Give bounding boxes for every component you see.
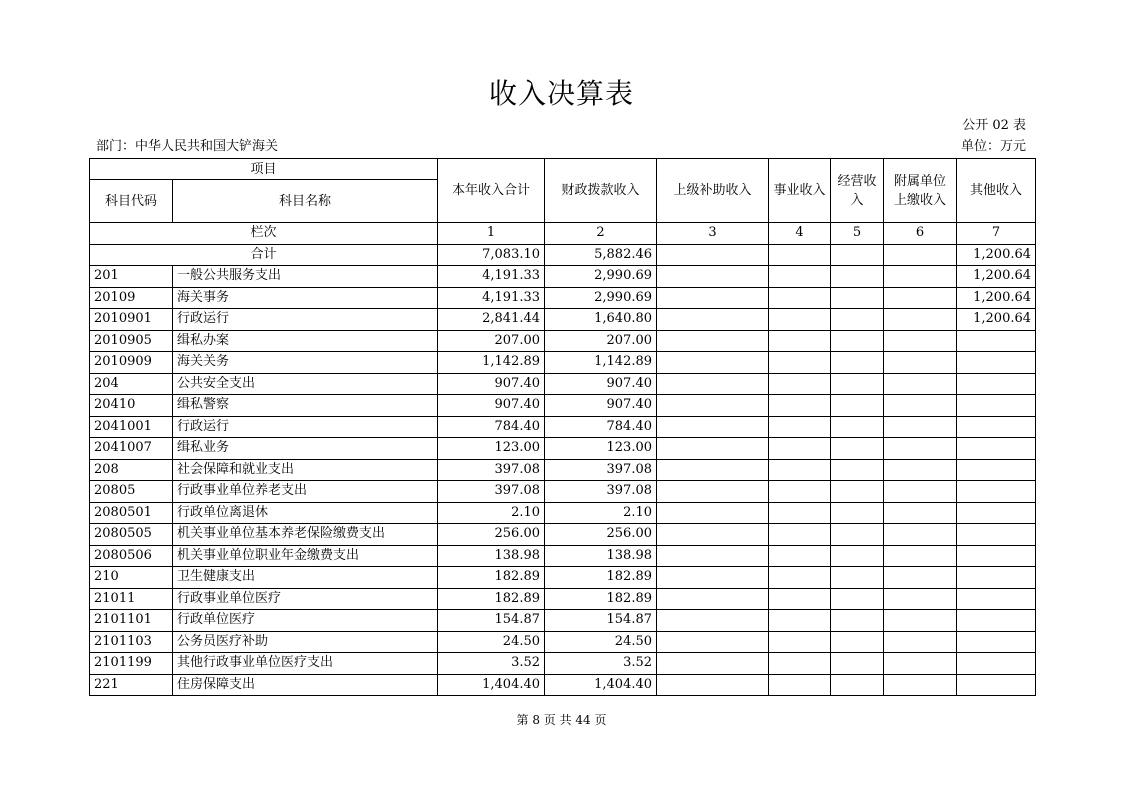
total-income-cell: 2.10: [438, 502, 545, 524]
other-income-cell: [957, 481, 1036, 503]
operating-income-cell: [831, 309, 884, 331]
total-income-cell: 154.87: [438, 610, 545, 632]
table-row: [90, 416, 1036, 438]
other-income-cell: [957, 395, 1036, 417]
column-index-2: 2: [545, 223, 657, 245]
subject-name-cell: 社会保障和就业支出: [173, 459, 438, 481]
fiscal-income-cell: 1,404.40: [545, 674, 657, 696]
operating-income-cell: [831, 524, 884, 546]
business-income-cell: [769, 459, 831, 481]
operating-income-cell: [831, 352, 884, 374]
header-total-income: 本年收入合计: [438, 159, 545, 223]
subject-code-cell: 2080506: [90, 545, 173, 567]
total-income-cell: 1,142.89: [438, 352, 545, 374]
business-income-cell: [769, 352, 831, 374]
affiliated-income-cell: [884, 373, 957, 395]
fiscal-income-cell: 1,142.89: [545, 352, 657, 374]
fiscal-income-cell: 397.08: [545, 459, 657, 481]
subject-code-cell: 20109: [90, 287, 173, 309]
upper-subsidy-cell: [657, 674, 769, 696]
total-income-cell: 784.40: [438, 416, 545, 438]
total-income-cell: 3.52: [438, 653, 545, 675]
table-row: [90, 653, 1036, 675]
subject-code-cell: 210: [90, 567, 173, 589]
fiscal-income-cell: 182.89: [545, 588, 657, 610]
subject-code-cell: 221: [90, 674, 173, 696]
header-fiscal-income: 财政拨款收入: [545, 159, 657, 223]
column-index-5: 5: [831, 223, 884, 245]
business-income-cell: [769, 674, 831, 696]
subject-code-cell: 2101101: [90, 610, 173, 632]
business-income-cell: [769, 610, 831, 632]
table-row: [90, 502, 1036, 524]
upper-subsidy-cell: [657, 588, 769, 610]
total-fiscal-cell: 5,882.46: [545, 244, 657, 266]
operating-income-cell: [831, 287, 884, 309]
operating-income-cell: [831, 416, 884, 438]
other-income-cell: [957, 610, 1036, 632]
table-row: [90, 674, 1036, 696]
business-income-cell: [769, 653, 831, 675]
subject-code-cell: 20410: [90, 395, 173, 417]
affiliated-income-cell: [884, 502, 957, 524]
upper-subsidy-cell: [657, 438, 769, 460]
subject-name-cell: 住房保障支出: [173, 674, 438, 696]
subject-code-cell: 204: [90, 373, 173, 395]
affiliated-income-cell: [884, 309, 957, 331]
total-income-cell: 256.00: [438, 524, 545, 546]
total-income-cell: 138.98: [438, 545, 545, 567]
upper-subsidy-cell: [657, 416, 769, 438]
business-income-cell: [769, 438, 831, 460]
subject-name-cell: 其他行政事业单位医疗支出: [173, 653, 438, 675]
business-income-cell: [769, 287, 831, 309]
subject-name-cell: 卫生健康支出: [173, 567, 438, 589]
other-income-cell: [957, 545, 1036, 567]
header-operating-income: 经营收入: [831, 159, 884, 223]
subject-name-cell: 一般公共服务支出: [173, 266, 438, 288]
other-income-cell: [957, 352, 1036, 374]
subject-name-cell: 缉私警察: [173, 395, 438, 417]
upper-subsidy-cell: [657, 352, 769, 374]
table-row: [90, 287, 1036, 309]
total-income-cell: 24.50: [438, 631, 545, 653]
upper-subsidy-cell: [657, 459, 769, 481]
fiscal-income-cell: 1,640.80: [545, 309, 657, 331]
total-income-cell: 2,841.44: [438, 309, 545, 331]
table-row: [90, 459, 1036, 481]
operating-income-cell: [831, 653, 884, 675]
table-row: [90, 588, 1036, 610]
total-income-cell: 907.40: [438, 373, 545, 395]
affiliated-income-cell: [884, 416, 957, 438]
upper-subsidy-cell: [657, 502, 769, 524]
operating-income-cell: [831, 481, 884, 503]
affiliated-income-cell: [884, 653, 957, 675]
operating-income-cell: [831, 373, 884, 395]
other-income-cell: [957, 674, 1036, 696]
business-income-cell: [769, 588, 831, 610]
other-income-cell: 1,200.64: [957, 287, 1036, 309]
fiscal-income-cell: 123.00: [545, 438, 657, 460]
table-row: [90, 567, 1036, 589]
other-income-cell: [957, 588, 1036, 610]
business-income-cell: [769, 481, 831, 503]
fiscal-income-cell: 397.08: [545, 481, 657, 503]
income-final-accounts-table: [89, 158, 1036, 696]
subject-code-cell: 20805: [90, 481, 173, 503]
fiscal-income-cell: 3.52: [545, 653, 657, 675]
other-income-cell: [957, 653, 1036, 675]
subject-code-cell: 208: [90, 459, 173, 481]
subject-name-cell: 行政运行: [173, 416, 438, 438]
fiscal-income-cell: 154.87: [545, 610, 657, 632]
table-row: [90, 395, 1036, 417]
affiliated-income-cell: [884, 287, 957, 309]
other-income-cell: 1,200.64: [957, 309, 1036, 331]
business-income-cell: [769, 266, 831, 288]
fiscal-income-cell: 24.50: [545, 631, 657, 653]
affiliated-income-cell: [884, 438, 957, 460]
affiliated-income-cell: [884, 266, 957, 288]
table-row: [90, 352, 1036, 374]
table-row: [90, 610, 1036, 632]
other-income-cell: [957, 438, 1036, 460]
operating-income-cell: [831, 395, 884, 417]
operating-income-cell: [831, 631, 884, 653]
operating-income-cell: [831, 266, 884, 288]
total-income-cell: 4,191.33: [438, 266, 545, 288]
fiscal-income-cell: 138.98: [545, 545, 657, 567]
business-income-cell: [769, 373, 831, 395]
column-index-row: [90, 223, 1036, 245]
other-income-cell: 1,200.64: [957, 266, 1036, 288]
total-operating-cell: [831, 244, 884, 266]
business-income-cell: [769, 631, 831, 653]
column-index-7: 7: [957, 223, 1036, 245]
other-income-cell: [957, 330, 1036, 352]
subject-code-cell: 2010909: [90, 352, 173, 374]
header-business-income: 事业收入: [769, 159, 831, 223]
unit-label: 单位：万元: [960, 139, 1026, 154]
header-other-income: 其他收入: [957, 159, 1036, 223]
table-row: [90, 330, 1036, 352]
total-income-cell: 1,404.40: [438, 674, 545, 696]
operating-income-cell: [831, 610, 884, 632]
fiscal-income-cell: 2,990.69: [545, 287, 657, 309]
business-income-cell: [769, 309, 831, 331]
operating-income-cell: [831, 567, 884, 589]
upper-subsidy-cell: [657, 287, 769, 309]
total-row: [90, 244, 1036, 266]
subject-code-cell: 21011: [90, 588, 173, 610]
report-title: 收入决算表: [488, 77, 634, 110]
subject-code-cell: 2010905: [90, 330, 173, 352]
upper-subsidy-cell: [657, 545, 769, 567]
subject-name-cell: 行政事业单位医疗: [173, 588, 438, 610]
header-project: 项目: [90, 159, 438, 180]
total-income-cell: 397.08: [438, 459, 545, 481]
upper-subsidy-cell: [657, 330, 769, 352]
table-row: [90, 545, 1036, 567]
affiliated-income-cell: [884, 395, 957, 417]
fiscal-income-cell: 907.40: [545, 373, 657, 395]
upper-subsidy-cell: [657, 567, 769, 589]
total-income-cell: 907.40: [438, 395, 545, 417]
header-subject-name: 科目名称: [173, 180, 438, 223]
column-index-1: 1: [438, 223, 545, 245]
total-upper-cell: [657, 244, 769, 266]
total-business-cell: [769, 244, 831, 266]
table-row: [90, 481, 1036, 503]
operating-income-cell: [831, 545, 884, 567]
affiliated-income-cell: [884, 545, 957, 567]
table-row: [90, 438, 1036, 460]
business-income-cell: [769, 502, 831, 524]
subject-name-cell: 缉私业务: [173, 438, 438, 460]
total-income-cell: 4,191.33: [438, 287, 545, 309]
subject-name-cell: 公务员医疗补助: [173, 631, 438, 653]
affiliated-income-cell: [884, 524, 957, 546]
operating-income-cell: [831, 459, 884, 481]
subject-code-cell: 2041007: [90, 438, 173, 460]
business-income-cell: [769, 395, 831, 417]
subject-name-cell: 公共安全支出: [173, 373, 438, 395]
upper-subsidy-cell: [657, 524, 769, 546]
fiscal-income-cell: 2.10: [545, 502, 657, 524]
upper-subsidy-cell: [657, 266, 769, 288]
business-income-cell: [769, 545, 831, 567]
subject-name-cell: 行政运行: [173, 309, 438, 331]
affiliated-income-cell: [884, 481, 957, 503]
fiscal-income-cell: 207.00: [545, 330, 657, 352]
affiliated-income-cell: [884, 459, 957, 481]
total-other-cell: 1,200.64: [957, 244, 1036, 266]
header-subject-code: 科目代码: [90, 180, 173, 223]
total-income-cell: 123.00: [438, 438, 545, 460]
header-row-1: [90, 159, 1036, 180]
page-footer: 第 8 页 共 44 页: [516, 713, 607, 727]
total-affiliated-cell: [884, 244, 957, 266]
subject-name-cell: 机关事业单位职业年金缴费支出: [173, 545, 438, 567]
upper-subsidy-cell: [657, 373, 769, 395]
total-income-cell: 182.89: [438, 588, 545, 610]
affiliated-income-cell: [884, 352, 957, 374]
subject-name-cell: 海关事务: [173, 287, 438, 309]
header-affiliated-income: 附属单位上缴收入: [884, 159, 957, 223]
operating-income-cell: [831, 330, 884, 352]
other-income-cell: [957, 459, 1036, 481]
header-upper-subsidy: 上级补助收入: [657, 159, 769, 223]
fiscal-income-cell: 907.40: [545, 395, 657, 417]
table-row: [90, 266, 1036, 288]
total-income-cell: 207.00: [438, 330, 545, 352]
affiliated-income-cell: [884, 567, 957, 589]
operating-income-cell: [831, 438, 884, 460]
subject-name-cell: 行政事业单位养老支出: [173, 481, 438, 503]
column-index-label: 栏次: [90, 223, 438, 245]
column-index-3: 3: [657, 223, 769, 245]
fiscal-income-cell: 784.40: [545, 416, 657, 438]
fiscal-income-cell: 2,990.69: [545, 266, 657, 288]
upper-subsidy-cell: [657, 610, 769, 632]
subject-code-cell: 2101199: [90, 653, 173, 675]
subject-name-cell: 机关事业单位基本养老保险缴费支出: [173, 524, 438, 546]
other-income-cell: [957, 373, 1036, 395]
subject-code-cell: 201: [90, 266, 173, 288]
subject-code-cell: 2010901: [90, 309, 173, 331]
upper-subsidy-cell: [657, 309, 769, 331]
upper-subsidy-cell: [657, 631, 769, 653]
total-income-cell: 397.08: [438, 481, 545, 503]
business-income-cell: [769, 330, 831, 352]
operating-income-cell: [831, 502, 884, 524]
operating-income-cell: [831, 588, 884, 610]
column-index-6: 6: [884, 223, 957, 245]
column-index-4: 4: [769, 223, 831, 245]
affiliated-income-cell: [884, 631, 957, 653]
total-income-cell: 182.89: [438, 567, 545, 589]
upper-subsidy-cell: [657, 653, 769, 675]
subject-code-cell: 2080501: [90, 502, 173, 524]
other-income-cell: [957, 502, 1036, 524]
other-income-cell: [957, 631, 1036, 653]
affiliated-income-cell: [884, 674, 957, 696]
business-income-cell: [769, 567, 831, 589]
table-row: [90, 373, 1036, 395]
affiliated-income-cell: [884, 588, 957, 610]
table-row: [90, 631, 1036, 653]
total-income-cell: 7,083.10: [438, 244, 545, 266]
business-income-cell: [769, 416, 831, 438]
subject-code-cell: 2101103: [90, 631, 173, 653]
other-income-cell: [957, 524, 1036, 546]
table-row: [90, 309, 1036, 331]
total-label: 合计: [90, 244, 438, 266]
business-income-cell: [769, 524, 831, 546]
fiscal-income-cell: 182.89: [545, 567, 657, 589]
subject-code-cell: 2080505: [90, 524, 173, 546]
form-number: 公开 02 表: [962, 118, 1026, 133]
affiliated-income-cell: [884, 330, 957, 352]
operating-income-cell: [831, 674, 884, 696]
subject-code-cell: 2041001: [90, 416, 173, 438]
subject-name-cell: 行政单位离退休: [173, 502, 438, 524]
department-label: 部门：中华人民共和国大铲海关: [96, 139, 279, 154]
subject-name-cell: 缉私办案: [173, 330, 438, 352]
affiliated-income-cell: [884, 610, 957, 632]
other-income-cell: [957, 567, 1036, 589]
other-income-cell: [957, 416, 1036, 438]
subject-name-cell: 海关关务: [173, 352, 438, 374]
subject-name-cell: 行政单位医疗: [173, 610, 438, 632]
table-row: [90, 524, 1036, 546]
upper-subsidy-cell: [657, 395, 769, 417]
upper-subsidy-cell: [657, 481, 769, 503]
fiscal-income-cell: 256.00: [545, 524, 657, 546]
